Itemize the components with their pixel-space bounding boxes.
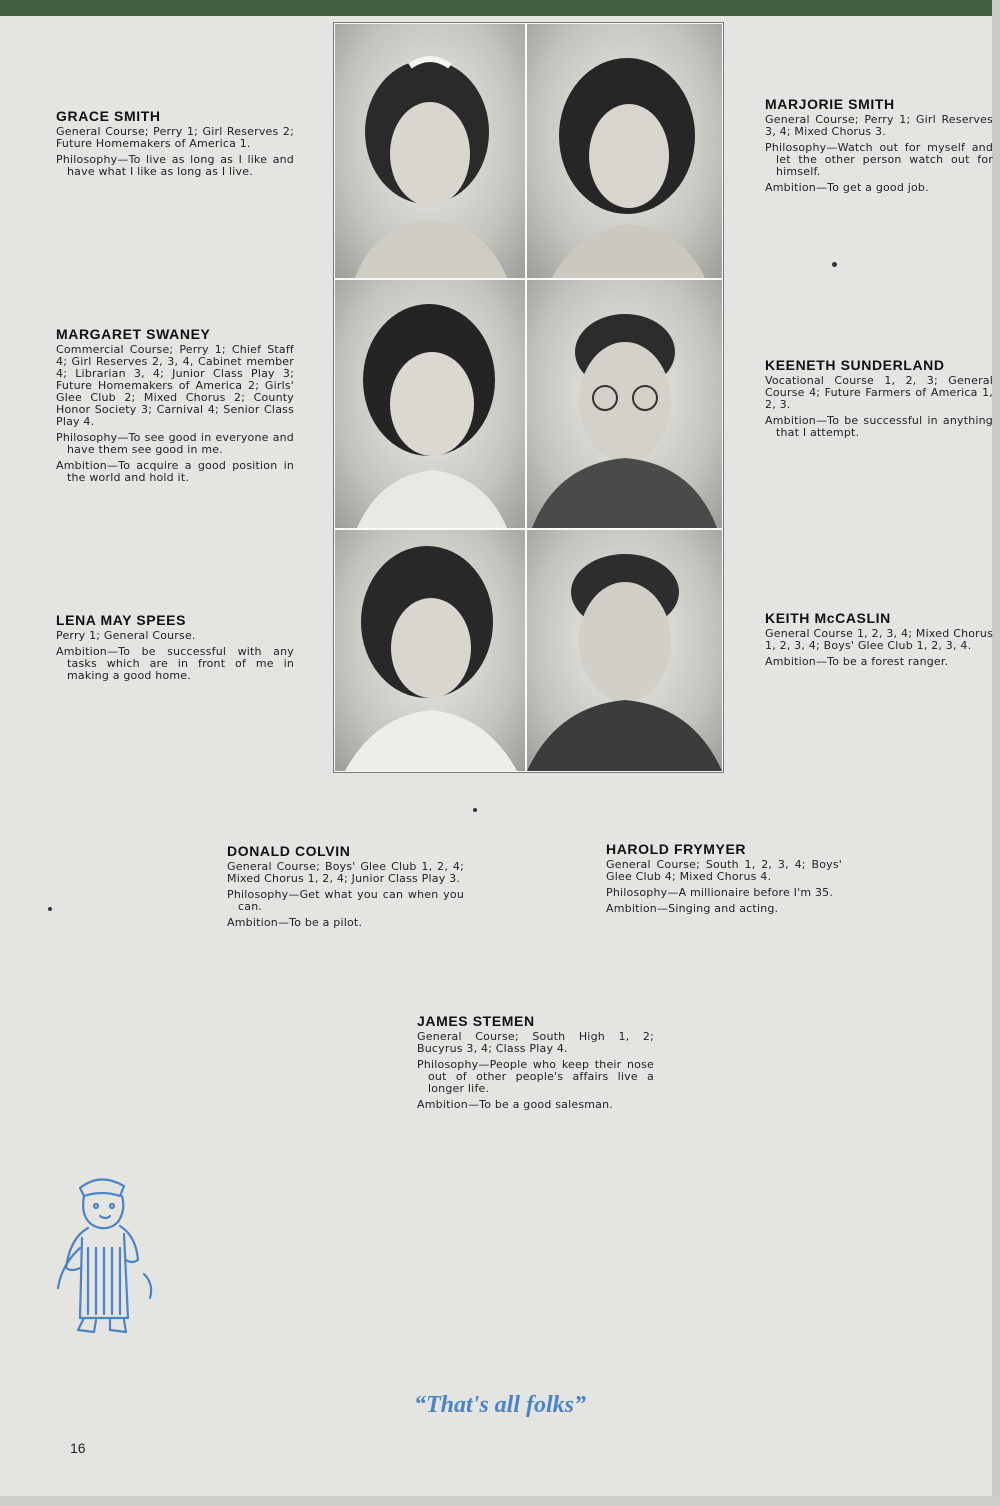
mascot-boy-illustration bbox=[52, 1168, 162, 1343]
philosophy: Philosophy—A millionaire before I'm 35. bbox=[606, 886, 834, 899]
student-name: KEENETH SUNDERLAND bbox=[765, 357, 945, 373]
page-number: 16 bbox=[70, 1440, 86, 1456]
philosophy: Philosophy—Watch out for myself and let the other person watch out for himself. bbox=[765, 141, 993, 178]
philosophy: Philosophy—To live as long as I like and have what I like as long as I live. bbox=[56, 153, 294, 178]
ambition: Ambition—To be a pilot. bbox=[227, 916, 363, 929]
ambition: Ambition—To be successful in anything that I attempt. bbox=[765, 414, 993, 439]
entry-donald-colvin bbox=[227, 845, 464, 933]
course-info: Vocational Course 1, 2, 3; General Course 4; Future Farmers of America 1, 2, 3. bbox=[765, 374, 993, 411]
philosophy: Philosophy—To see good in everyone and have them see good in me. bbox=[56, 431, 294, 456]
entry-harold-frymyer bbox=[606, 843, 842, 919]
course-info: General Course; Boys' Glee Club 1, 2, 4; Mixed Chorus 1, 2, 4; Junior Class Play 3. bbox=[227, 860, 464, 885]
portrait-keeneth-sunderland bbox=[527, 280, 722, 528]
ambition: Ambition—To be successful with any tasks which are in front of me in making a good home. bbox=[56, 645, 294, 682]
portrait-marjorie-smith bbox=[527, 24, 722, 278]
paper-speck bbox=[48, 907, 52, 911]
entry-james-stemen bbox=[417, 1015, 654, 1115]
student-name: JAMES STEMEN bbox=[417, 1013, 535, 1029]
portrait-margaret-swaney bbox=[335, 280, 525, 528]
student-name: MARGARET SWANEY bbox=[56, 326, 211, 342]
paper-speck bbox=[473, 808, 477, 812]
portrait-lena-may-spees bbox=[335, 530, 525, 771]
entry-lena-may-spees bbox=[56, 614, 294, 686]
course-info: General Course; South High 1, 2; Bucyrus 3, 4; Class Play 4. bbox=[417, 1030, 654, 1055]
course-info: General Course; Perry 1; Girl Reserves 3, 4; Mixed Chorus 3. bbox=[765, 113, 993, 138]
portrait-keith-mccaslin bbox=[527, 530, 722, 771]
ambition: Ambition—To be a good salesman. bbox=[417, 1098, 613, 1111]
ambition: Ambition—To be a forest ranger. bbox=[765, 655, 949, 668]
paper-speck bbox=[832, 262, 837, 267]
student-name: GRACE SMITH bbox=[56, 108, 161, 124]
course-info: Perry 1; General Course. bbox=[56, 629, 196, 642]
student-name: DONALD COLVIN bbox=[227, 843, 351, 859]
portrait-grace-smith bbox=[335, 24, 525, 278]
student-name: KEITH McCASLIN bbox=[765, 610, 891, 626]
entry-margaret-swaney bbox=[56, 328, 294, 488]
right-page-edge bbox=[992, 0, 1000, 1506]
ambition: Ambition—To get a good job. bbox=[765, 181, 929, 194]
philosophy: Philosophy—People who keep their nose out of other people's affairs live a longer life. bbox=[417, 1058, 654, 1095]
closing-caption: “That's all folks” bbox=[413, 1392, 587, 1418]
ambition: Ambition—Singing and acting. bbox=[606, 902, 779, 915]
course-info: General Course; South 1, 2, 3, 4; Boys' Glee Club 4; Mixed Chorus 4. bbox=[606, 858, 842, 883]
course-info: Commercial Course; Perry 1; Chief Staff 4; Girl Reserves 2, 3, 4, Cabinet member 4; Librarian 3, 4; Junior Class Play 3; Future Homemakers of America 2; Girls' Glee Club 2; Mixed Chorus 2; County Honor Society 3; Carnival 4; Senior Class Play 4. bbox=[56, 343, 294, 428]
ambition: Ambition—To acquire a good position in the world and hold it. bbox=[56, 459, 294, 484]
entry-keith-mccaslin bbox=[765, 612, 993, 672]
portrait-grid bbox=[333, 22, 724, 773]
entry-grace-smith bbox=[56, 110, 294, 182]
philosophy: Philosophy—Get what you can when you can. bbox=[227, 888, 464, 913]
top-cover-edge bbox=[0, 0, 1000, 16]
student-name: HAROLD FRYMYER bbox=[606, 841, 747, 857]
entry-marjorie-smith bbox=[765, 98, 993, 198]
entry-keeneth-sunderland bbox=[765, 359, 993, 443]
course-info: General Course; Perry 1; Girl Reserves 2; Future Homemakers of America 1. bbox=[56, 125, 294, 150]
course-info: General Course 1, 2, 3, 4; Mixed Chorus 1, 2, 3, 4; Boys' Glee Club 1, 2, 3, 4. bbox=[765, 627, 993, 652]
bottom-page-edge bbox=[0, 1496, 1000, 1506]
student-name: MARJORIE SMITH bbox=[765, 96, 895, 112]
student-name: LENA MAY SPEES bbox=[56, 612, 187, 628]
